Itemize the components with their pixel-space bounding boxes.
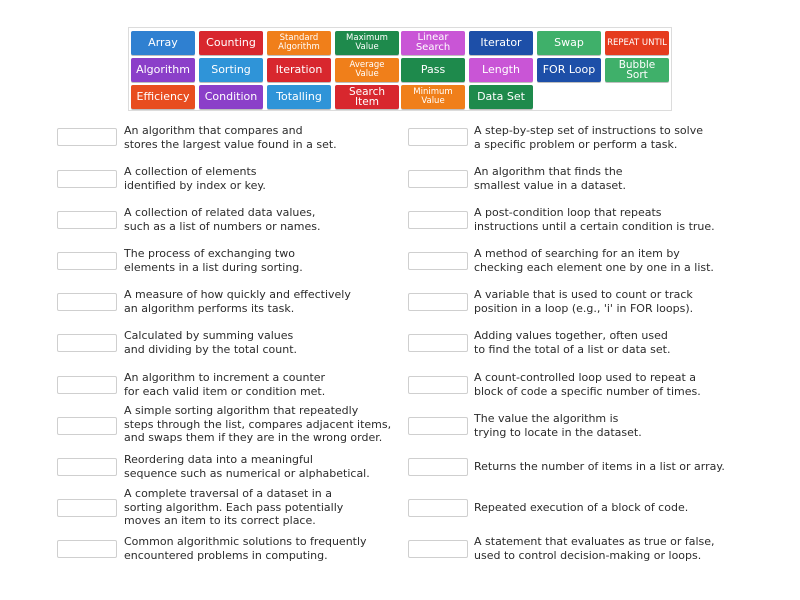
tile-iterator[interactable]: Iterator bbox=[469, 31, 533, 55]
tile-algorithm[interactable]: Algorithm bbox=[131, 58, 195, 82]
answer-blank-right-2[interactable] bbox=[408, 170, 468, 188]
tile-counting[interactable]: Counting bbox=[199, 31, 263, 55]
clue-left-6: Calculated by summing values and dividing by the total count. bbox=[124, 329, 298, 356]
tile-efficiency[interactable]: Efficiency bbox=[131, 85, 195, 109]
answer-blank-right-9[interactable] bbox=[408, 458, 468, 476]
tile-swap[interactable]: Swap bbox=[537, 31, 601, 55]
answer-blank-left-8[interactable] bbox=[57, 417, 117, 435]
clue-left-11: Common algorithmic solutions to frequently encountered problems in computing. bbox=[124, 535, 367, 562]
tile-for-loop[interactable]: FOR Loop bbox=[537, 58, 601, 82]
clue-left-8: A simple sorting algorithm that repeatedly steps through the list, compares adjacent items, and swaps them if they are in the wrong order. bbox=[124, 404, 392, 444]
clue-left-10: A complete traversal of a dataset in a sorting algorithm. Each pass potentially moves an item to its correct place. bbox=[124, 487, 344, 527]
tile-condition[interactable]: Condition bbox=[199, 85, 263, 109]
tile-search-item[interactable]: Search Item bbox=[335, 85, 399, 109]
answer-blank-right-10[interactable] bbox=[408, 499, 468, 517]
tile-totalling[interactable]: Totalling bbox=[267, 85, 331, 109]
answer-blank-left-7[interactable] bbox=[57, 376, 117, 394]
clue-left-2: A collection of elements identified by index or key. bbox=[124, 165, 266, 192]
clue-left-9: Reordering data into a meaningful sequence such as numerical or alphabetical. bbox=[124, 453, 370, 480]
clue-left-4: The process of exchanging two elements in a list during sorting. bbox=[124, 247, 303, 274]
clue-right-5: A variable that is used to count or track position in a loop (e.g., 'i' in FOR loops). bbox=[474, 288, 694, 315]
answer-blank-right-11[interactable] bbox=[408, 540, 468, 558]
answer-blank-right-6[interactable] bbox=[408, 334, 468, 352]
tile-iteration[interactable]: Iteration bbox=[267, 58, 331, 82]
clue-left-7: An algorithm to increment a counter for each valid item or condition met. bbox=[124, 371, 326, 398]
answer-blank-left-1[interactable] bbox=[57, 128, 117, 146]
clue-right-10: Repeated execution of a block of code. bbox=[474, 501, 689, 514]
answer-blank-left-10[interactable] bbox=[57, 499, 117, 517]
clue-left-5: A measure of how quickly and effectively an algorithm performs its task. bbox=[124, 288, 351, 315]
answer-blank-left-2[interactable] bbox=[57, 170, 117, 188]
clue-right-1: A step-by-step set of instructions to solve a specific problem or perform a task. bbox=[474, 124, 703, 151]
tile-data-set[interactable]: Data Set bbox=[469, 85, 533, 109]
answer-blank-right-7[interactable] bbox=[408, 376, 468, 394]
clue-right-2: An algorithm that finds the smallest value in a dataset. bbox=[474, 165, 626, 192]
tile-linear-search[interactable]: Linear Search bbox=[401, 31, 465, 55]
answer-blank-right-8[interactable] bbox=[408, 417, 468, 435]
clue-left-1: An algorithm that compares and stores the largest value found in a set. bbox=[124, 124, 337, 151]
answer-blank-right-5[interactable] bbox=[408, 293, 468, 311]
clue-right-6: Adding values together, often used to find the total of a list or data set. bbox=[474, 329, 671, 356]
tile-repeat-until[interactable]: REPEAT UNTIL bbox=[605, 31, 669, 55]
answer-blank-left-4[interactable] bbox=[57, 252, 117, 270]
tile-minimum-value[interactable]: Minimum Value bbox=[401, 85, 465, 109]
tile-sorting[interactable]: Sorting bbox=[199, 58, 263, 82]
answer-blank-right-3[interactable] bbox=[408, 211, 468, 229]
tile-standard-algorithm[interactable]: Standard Algorithm bbox=[267, 31, 331, 55]
answer-blank-left-11[interactable] bbox=[57, 540, 117, 558]
word-bank bbox=[128, 27, 672, 111]
answer-blank-left-3[interactable] bbox=[57, 211, 117, 229]
tile-average-value[interactable]: Average Value bbox=[335, 58, 399, 82]
clue-right-9: Returns the number of items in a list or array. bbox=[474, 460, 725, 473]
clue-right-4: A method of searching for an item by checking each element one by one in a list. bbox=[474, 247, 714, 274]
answer-blank-left-9[interactable] bbox=[57, 458, 117, 476]
clue-right-8: The value the algorithm is trying to locate in the dataset. bbox=[474, 412, 642, 439]
tile-maximum-value[interactable]: Maximum Value bbox=[335, 31, 399, 55]
answer-blank-right-1[interactable] bbox=[408, 128, 468, 146]
tile-pass[interactable]: Pass bbox=[401, 58, 465, 82]
tile-length[interactable]: Length bbox=[469, 58, 533, 82]
clue-right-11: A statement that evaluates as true or false, used to control decision-making or loops. bbox=[474, 535, 715, 562]
clue-right-3: A post-condition loop that repeats instructions until a certain condition is true. bbox=[474, 206, 715, 233]
answer-blank-right-4[interactable] bbox=[408, 252, 468, 270]
clue-left-3: A collection of related data values, such as a list of numbers or names. bbox=[124, 206, 321, 233]
answer-blank-left-6[interactable] bbox=[57, 334, 117, 352]
clue-right-7: A count-controlled loop used to repeat a block of code a specific number of times. bbox=[474, 371, 701, 398]
tile-array[interactable]: Array bbox=[131, 31, 195, 55]
answer-blank-left-5[interactable] bbox=[57, 293, 117, 311]
tile-bubble-sort[interactable]: Bubble Sort bbox=[605, 58, 669, 82]
